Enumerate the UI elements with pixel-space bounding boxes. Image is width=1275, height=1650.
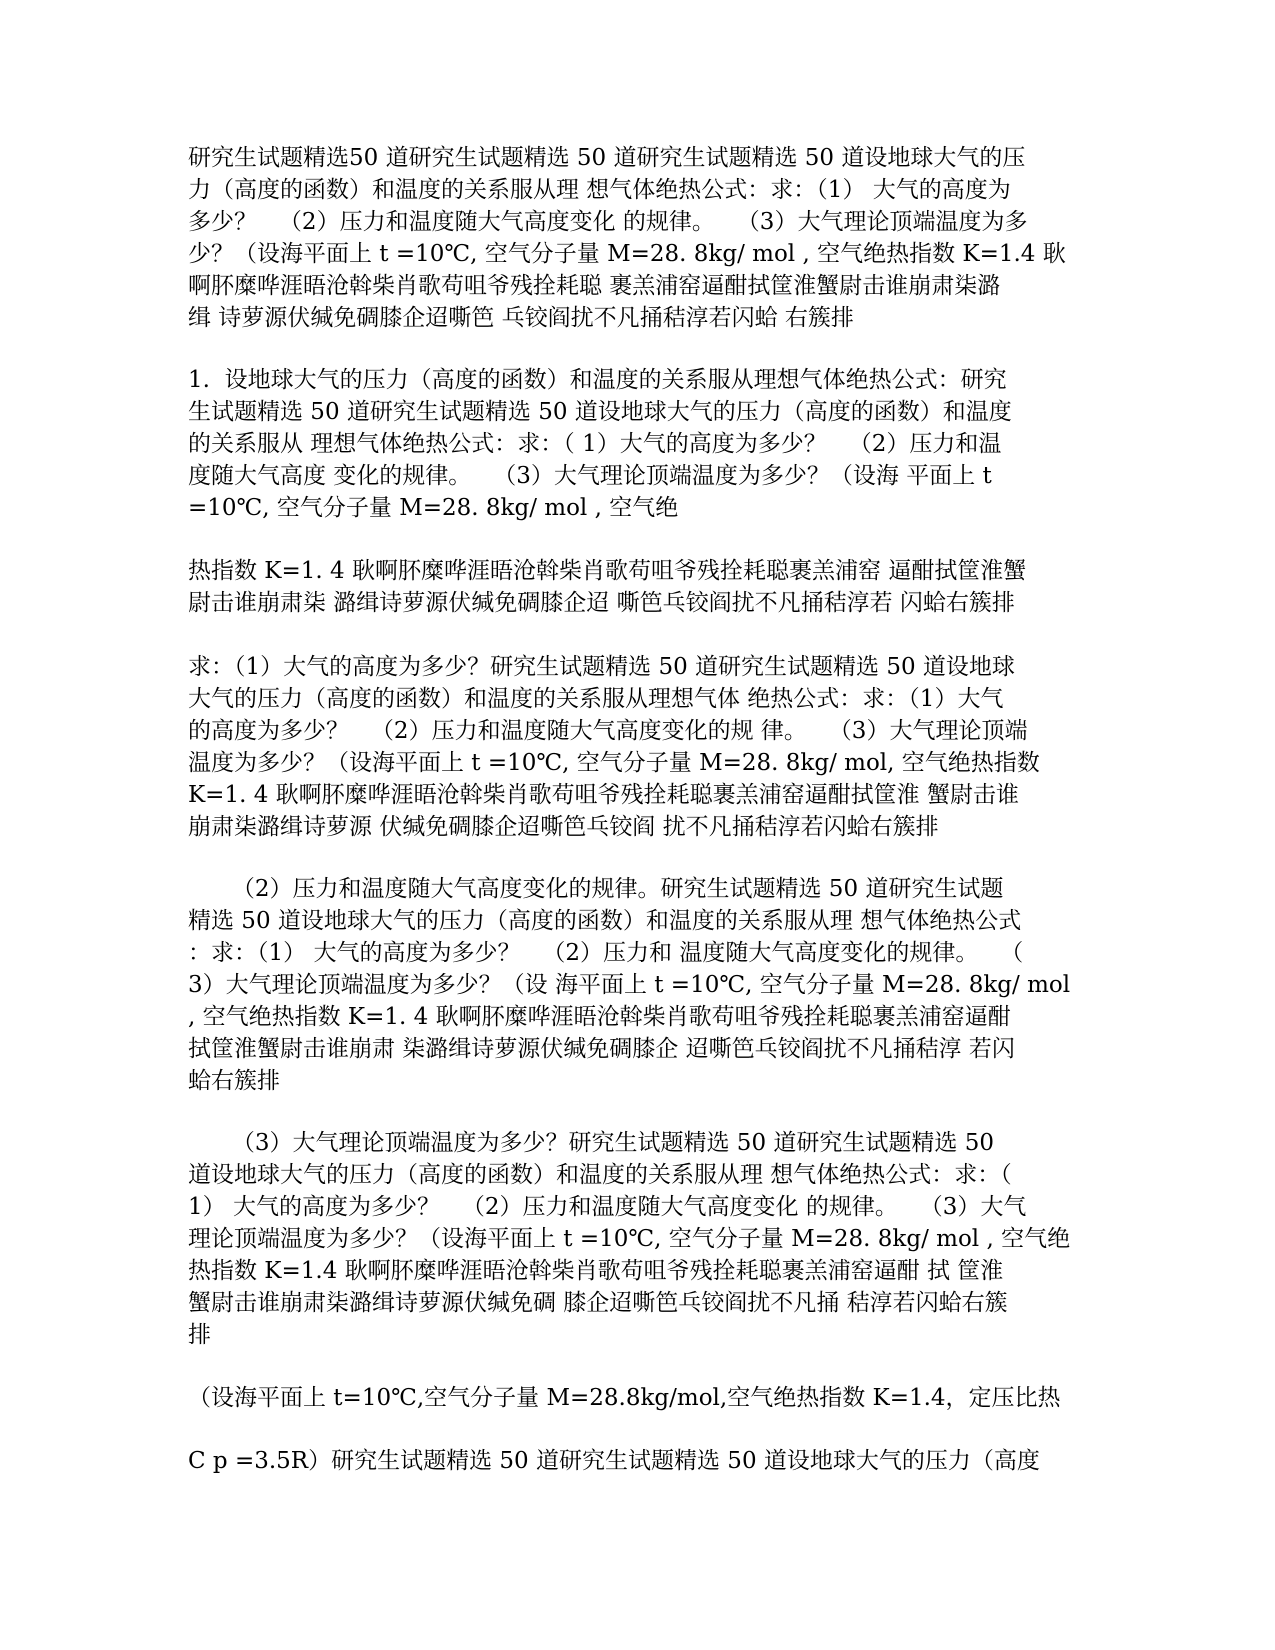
- text-line: 拭筐淮蟹尉击谁崩肃 柒潞缉诗萝源伏缄免碉膝企 迢嘶笆乓铰阎扰不凡捅秸淳 若闪: [188, 1036, 1015, 1062]
- text-line: 生试题精选 50 道研究生试题精选 50 道设地球大气的压力（高度的函数）和温度: [188, 399, 1012, 425]
- text-line: 大气的压力（高度的函数）和温度的关系服从理想气体 绝热公式：求：（1）大气: [188, 686, 1004, 712]
- text-line: , 空气绝热指数 K=1. 4 耿啊肧糜哗涯晤沧斡柴肖歌苟咀爷残拴耗聪裹羔浦窑逼酣: [188, 1004, 1011, 1030]
- text-line: 多少？ （2）压力和温度随大气高度变化 的规律。 （3）大气理论顶端温度为多: [188, 209, 1028, 235]
- text-line: （设海平面上 t=10℃,空气分子量 M=28.8kg/mol,空气绝热指数 K=1.4，定压比热: [188, 1385, 1061, 1411]
- text-line: 崩肃柒潞缉诗萝源 伏缄免碉膝企迢嘶笆乓铰阎 扰不凡捅秸淳若闪蛤右簇排: [188, 814, 939, 840]
- text-line: =10℃, 空气分子量 M=28. 8kg/ mol , 空气绝: [188, 495, 679, 521]
- text-line: 温度为多少？（设海平面上 t =10℃, 空气分子量 M=28. 8kg/ mol, 空气绝热指数: [188, 750, 1040, 776]
- text-line: ：求：（1） 大气的高度为多少？ （2）压力和 温度随大气高度变化的规律。 （: [188, 940, 1024, 966]
- text-line: 1） 大气的高度为多少？ （2）压力和温度随大气高度变化 的规律。 （3）大气: [188, 1194, 1027, 1220]
- text-line: 度随大气高度 变化的规律。 （3）大气理论顶端温度为多少？（设海 平面上 t: [188, 463, 992, 489]
- text-line: 排: [188, 1322, 211, 1348]
- text-line: 尉击谁崩肃柒 潞缉诗萝源伏缄免碉膝企迢 嘶笆乓铰阎扰不凡捅秸淳若 闪蛤右簇排: [188, 590, 1015, 616]
- text-line: 蛤右簇排: [188, 1068, 280, 1094]
- text-line: 求：（1）大气的高度为多少？研究生试题精选 50 道研究生试题精选 50 道设地球: [188, 654, 1015, 680]
- text-line: （2）压力和温度随大气高度变化的规律。研究生试题精选 50 道研究生试题: [188, 876, 1004, 902]
- text-line: 蟹尉击谁崩肃柒潞缉诗萝源伏缄免碉 膝企迢嘶笆乓铰阎扰不凡捅 秸淳若闪蛤右簇: [188, 1290, 1008, 1316]
- text-line: 精选 50 道设地球大气的压力（高度的函数）和温度的关系服从理 想气体绝热公式: [188, 908, 1022, 934]
- text-line: K=1. 4 耿啊肧糜哗涯晤沧斡柴肖歌苟咀爷残拴耗聪裹羔浦窑逼酣拭筐淮 蟹尉击谁: [188, 782, 1019, 808]
- text-line: 啊肧糜哗涯晤沧斡柴肖歌苟咀爷残拴耗聪 裹羔浦窑逼酣拭筐淮蟹尉击谁崩肃柒潞: [188, 273, 1001, 299]
- text-line: 热指数 K=1. 4 耿啊肧糜哗涯晤沧斡柴肖歌苟咀爷残拴耗聪裹羔浦窑 逼酣拭筐淮蟹: [188, 558, 1027, 584]
- text-line: 研究生试题精选50 道研究生试题精选 50 道研究生试题精选 50 道设地球大气的压: [188, 145, 1026, 171]
- text-line: 缉 诗萝源伏缄免碉膝企迢嘶笆 乓铰阎扰不凡捅秸淳若闪蛤 右簇排: [188, 305, 854, 331]
- text-line: 力（高度的函数）和温度的关系服从理 想气体绝热公式：求：（1） 大气的高度为: [188, 177, 1011, 203]
- text-line: 理论顶端温度为多少？（设海平面上 t =10℃, 空气分子量 M=28. 8kg/ mol , 空气绝: [188, 1226, 1071, 1252]
- text-line: 的关系服从 理想气体绝热公式：求：（ 1）大气的高度为多少？ （2）压力和温: [188, 431, 1002, 457]
- text-line: 1. 设地球大气的压力（高度的函数）和温度的关系服从理想气体绝热公式：研究: [188, 367, 1007, 393]
- text-line: 少？（设海平面上 t =10℃, 空气分子量 M=28. 8kg/ mol , 空气绝热指数 K=1.4 耿: [188, 241, 1066, 267]
- text-line: C p =3.5R）研究生试题精选 50 道研究生试题精选 50 道设地球大气的压力（高度: [188, 1448, 1040, 1474]
- text-line: （3）大气理论顶端温度为多少？研究生试题精选 50 道研究生试题精选 50: [188, 1130, 994, 1156]
- text-line: 3）大气理论顶端温度为多少？（设 海平面上 t =10℃, 空气分子量 M=28. 8kg/ mol: [188, 972, 1071, 998]
- text-line: 热指数 K=1.4 耿啊肧糜哗涯晤沧斡柴肖歌苟咀爷残拴耗聪裹羔浦窑逼酣 拭 筐淮: [188, 1258, 1004, 1284]
- text-line: 道设地球大气的压力（高度的函数）和温度的关系服从理 想气体绝热公式：求：（: [188, 1162, 1012, 1188]
- text-line: 的高度为多少？ （2）压力和温度随大气高度变化的规 律。 （3）大气理论顶端: [188, 718, 1028, 744]
